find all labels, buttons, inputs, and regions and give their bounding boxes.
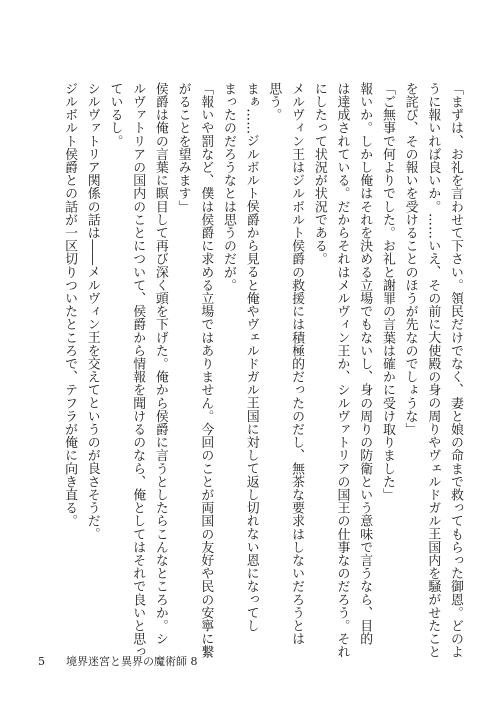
text-line: まったのだろうなとは思うのだが。 [220,82,236,292]
text-line: にしたって状況が状況である。 [311,82,327,266]
text-line: ているし。 [107,82,123,148]
page-footer [38,653,198,669]
body-text [57,82,466,659]
text-line: うに報いれば良いか。……いえ、その前に大使殿の身の周りやヴェルドガル王国内を騒がせたこと [425,82,441,659]
text-line: ジルボルト侯爵との話が一区切りついたところで、テフラが俺に向き直る。 [62,82,78,528]
book-title: 境界迷宮と異界の魔術師 8 [66,655,198,668]
text-line: 「報いや罰など、僕は侯爵に求める立場ではありません。今回のことが両国の友好や民の安寧に繋 [198,82,214,659]
text-line: がることを望みます」 [175,82,191,213]
text-line: ルヴァトリアの国内のことについて、侯爵から情報を聞けるのなら、俺としてはそれで良いと思っ [130,82,146,659]
text-line: まぁ……ジルボルト侯爵から見ると俺やヴェルドガル王国に対して返し切れない恩になってし [243,82,259,633]
text-line: 報いか。しかし俺はそれを決める立場でもないし、身の周りの防衛という意味で言うなら、目的 [357,82,373,646]
text-line: メルヴィン王はジルボルト侯爵の救援には積極的だったのだし、無茶な要求はしないだろうとは [289,82,305,646]
text-line: 「ご無事で何よりでした。お礼と謝罪の言葉は確かに受け取りました」 [379,82,395,502]
page-number: 5 [38,655,45,668]
text-line: 「まずは、お礼を言わせて下さい。領民だけでなく、妻と娘の命まで救ってもらった御恩。どのよ [448,82,463,659]
text-line: は達成されている。だからそれはメルヴィン王か、シルヴァトリアの国王の仕事なのだろう。それ [334,82,350,659]
text-line: シルヴァトリア関係の話は――メルヴィン王を交えてというのが良さそうだ。 [84,82,100,541]
text-line: 思う。 [266,82,282,122]
text-line: 侯爵は俺の言葉に瞑目して再び深く頭を下げた。俺から侯爵に言うとしたらこんなところか。シ [152,82,168,646]
text-line: を詫び、その報いを受けることのほうが先なのでしょうな」 [402,82,418,436]
